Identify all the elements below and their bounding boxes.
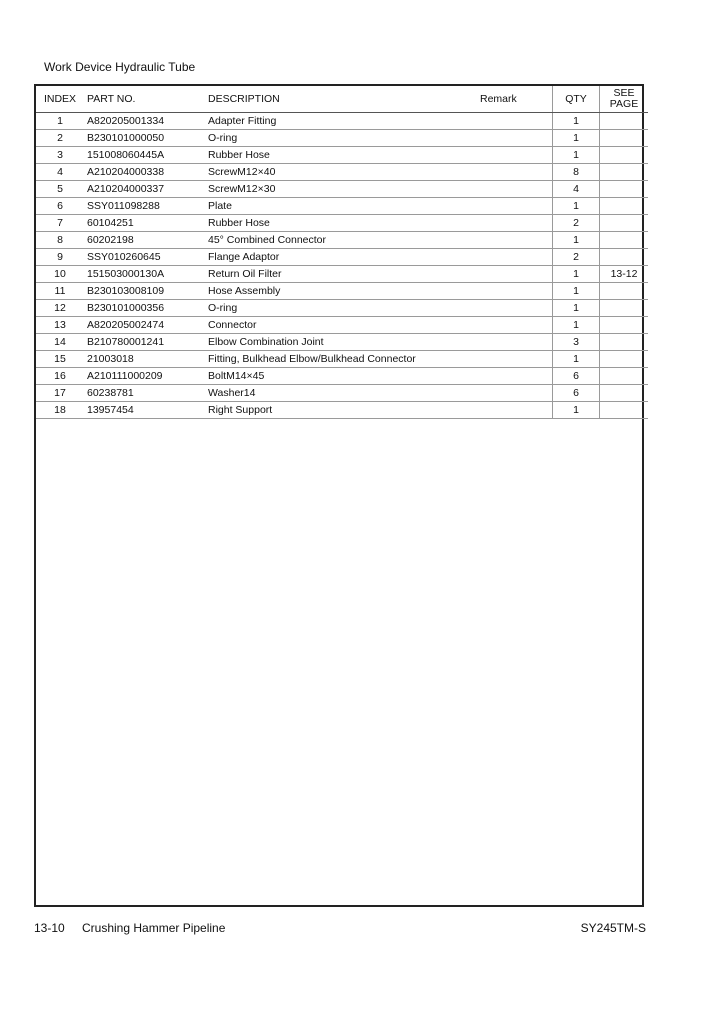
- cell-qty: 1: [553, 283, 600, 300]
- cell-description: ScrewM12×30: [205, 181, 480, 198]
- parts-table-frame: [34, 84, 644, 907]
- cell-index: 15: [36, 351, 84, 368]
- cell-qty: 2: [553, 249, 600, 266]
- cell-qty: 1: [553, 147, 600, 164]
- cell-see-page: [600, 198, 649, 215]
- cell-part-no: A210111000209: [84, 368, 205, 385]
- cell-part-no: B230101000050: [84, 130, 205, 147]
- cell-index: 9: [36, 249, 84, 266]
- cell-part-no: 151008060445A: [84, 147, 205, 164]
- cell-qty: 1: [553, 266, 600, 283]
- cell-remark: [480, 113, 553, 130]
- cell-remark: [480, 402, 553, 419]
- cell-see-page: [600, 351, 649, 368]
- cell-part-no: 13957454: [84, 402, 205, 419]
- cell-index: 5: [36, 181, 84, 198]
- cell-see-page: [600, 130, 649, 147]
- table-row: [36, 351, 648, 368]
- header-index: INDEX: [36, 86, 84, 113]
- table-row: [36, 164, 648, 181]
- cell-remark: [480, 351, 553, 368]
- cell-see-page: [600, 334, 649, 351]
- footer-section-title: Crushing Hammer Pipeline: [82, 921, 226, 935]
- cell-see-page: [600, 113, 649, 130]
- cell-remark: [480, 181, 553, 198]
- cell-see-page: [600, 164, 649, 181]
- table-row: [36, 198, 648, 215]
- table-row: [36, 334, 648, 351]
- cell-description: Plate: [205, 198, 480, 215]
- table-row: [36, 249, 648, 266]
- cell-part-no: 60202198: [84, 232, 205, 249]
- cell-description: Right Support: [205, 402, 480, 419]
- cell-remark: [480, 300, 553, 317]
- cell-index: 2: [36, 130, 84, 147]
- cell-remark: [480, 198, 553, 215]
- header-remark: Remark: [480, 86, 553, 113]
- parts-table: [36, 86, 648, 419]
- header-description: DESCRIPTION: [205, 86, 480, 113]
- cell-part-no: 60104251: [84, 215, 205, 232]
- table-row: [36, 130, 648, 147]
- cell-qty: 2: [553, 215, 600, 232]
- cell-see-page: [600, 300, 649, 317]
- cell-remark: [480, 283, 553, 300]
- cell-index: 17: [36, 385, 84, 402]
- cell-index: 16: [36, 368, 84, 385]
- table-row: [36, 317, 648, 334]
- cell-part-no: SSY010260645: [84, 249, 205, 266]
- header-qty: QTY: [553, 86, 600, 113]
- table-row: [36, 385, 648, 402]
- table-header-row: [36, 86, 648, 113]
- cell-description: Washer14: [205, 385, 480, 402]
- cell-part-no: 21003018: [84, 351, 205, 368]
- cell-index: 18: [36, 402, 84, 419]
- cell-see-page: [600, 215, 649, 232]
- cell-part-no: A820205001334: [84, 113, 205, 130]
- cell-part-no: SSY011098288: [84, 198, 205, 215]
- cell-remark: [480, 164, 553, 181]
- cell-description: Flange Adaptor: [205, 249, 480, 266]
- cell-description: Rubber Hose: [205, 147, 480, 164]
- cell-description: Fitting, Bulkhead Elbow/Bulkhead Connector: [205, 351, 480, 368]
- cell-description: ScrewM12×40: [205, 164, 480, 181]
- cell-description: O-ring: [205, 130, 480, 147]
- page-title: Work Device Hydraulic Tube: [44, 60, 196, 74]
- cell-qty: 1: [553, 232, 600, 249]
- cell-qty: 6: [553, 368, 600, 385]
- cell-part-no: A820205002474: [84, 317, 205, 334]
- table-body: [36, 113, 648, 419]
- table-row: [36, 266, 648, 283]
- cell-qty: 1: [553, 317, 600, 334]
- cell-description: Rubber Hose: [205, 215, 480, 232]
- footer-model: SY245TM-S: [580, 921, 646, 935]
- cell-part-no: 60238781: [84, 385, 205, 402]
- cell-index: 4: [36, 164, 84, 181]
- cell-part-no: A210204000338: [84, 164, 205, 181]
- cell-remark: [480, 266, 553, 283]
- cell-qty: 8: [553, 164, 600, 181]
- cell-index: 1: [36, 113, 84, 130]
- cell-qty: 1: [553, 402, 600, 419]
- cell-see-page: [600, 317, 649, 334]
- cell-see-page: [600, 181, 649, 198]
- cell-description: 45° Combined Connector: [205, 232, 480, 249]
- cell-index: 11: [36, 283, 84, 300]
- table-row: [36, 283, 648, 300]
- cell-index: 8: [36, 232, 84, 249]
- cell-see-page: [600, 249, 649, 266]
- table-row: [36, 215, 648, 232]
- table-row: [36, 368, 648, 385]
- cell-index: 13: [36, 317, 84, 334]
- cell-index: 3: [36, 147, 84, 164]
- cell-qty: 1: [553, 300, 600, 317]
- cell-see-page: [600, 147, 649, 164]
- cell-description: O-ring: [205, 300, 480, 317]
- cell-remark: [480, 232, 553, 249]
- cell-part-no: B230103008109: [84, 283, 205, 300]
- cell-qty: 1: [553, 198, 600, 215]
- cell-remark: [480, 334, 553, 351]
- cell-qty: 1: [553, 113, 600, 130]
- cell-see-page: [600, 368, 649, 385]
- cell-see-page: [600, 232, 649, 249]
- cell-qty: 4: [553, 181, 600, 198]
- table-row: [36, 402, 648, 419]
- header-see-page: SEE PAGE: [600, 86, 649, 113]
- cell-see-page: [600, 385, 649, 402]
- cell-see-page: 13-12: [600, 266, 649, 283]
- cell-remark: [480, 147, 553, 164]
- cell-qty: 1: [553, 130, 600, 147]
- footer-page-number: 13-10: [34, 921, 65, 935]
- cell-index: 10: [36, 266, 84, 283]
- cell-part-no: B230101000356: [84, 300, 205, 317]
- cell-index: 7: [36, 215, 84, 232]
- cell-remark: [480, 130, 553, 147]
- cell-part-no: B210780001241: [84, 334, 205, 351]
- cell-part-no: A210204000337: [84, 181, 205, 198]
- cell-index: 12: [36, 300, 84, 317]
- cell-qty: 6: [553, 385, 600, 402]
- cell-description: BoltM14×45: [205, 368, 480, 385]
- cell-part-no: 151503000130A: [84, 266, 205, 283]
- cell-remark: [480, 317, 553, 334]
- table-row: [36, 113, 648, 130]
- cell-remark: [480, 385, 553, 402]
- cell-description: Connector: [205, 317, 480, 334]
- cell-description: Hose Assembly: [205, 283, 480, 300]
- table-row: [36, 181, 648, 198]
- cell-index: 6: [36, 198, 84, 215]
- cell-qty: 1: [553, 351, 600, 368]
- table-row: [36, 300, 648, 317]
- cell-index: 14: [36, 334, 84, 351]
- table-row: [36, 147, 648, 164]
- header-part-no: PART NO.: [84, 86, 205, 113]
- cell-remark: [480, 249, 553, 266]
- cell-description: Elbow Combination Joint: [205, 334, 480, 351]
- cell-remark: [480, 215, 553, 232]
- cell-see-page: [600, 402, 649, 419]
- cell-remark: [480, 368, 553, 385]
- cell-description: Adapter Fitting: [205, 113, 480, 130]
- cell-qty: 3: [553, 334, 600, 351]
- table-row: [36, 232, 648, 249]
- cell-see-page: [600, 283, 649, 300]
- cell-description: Return Oil Filter: [205, 266, 480, 283]
